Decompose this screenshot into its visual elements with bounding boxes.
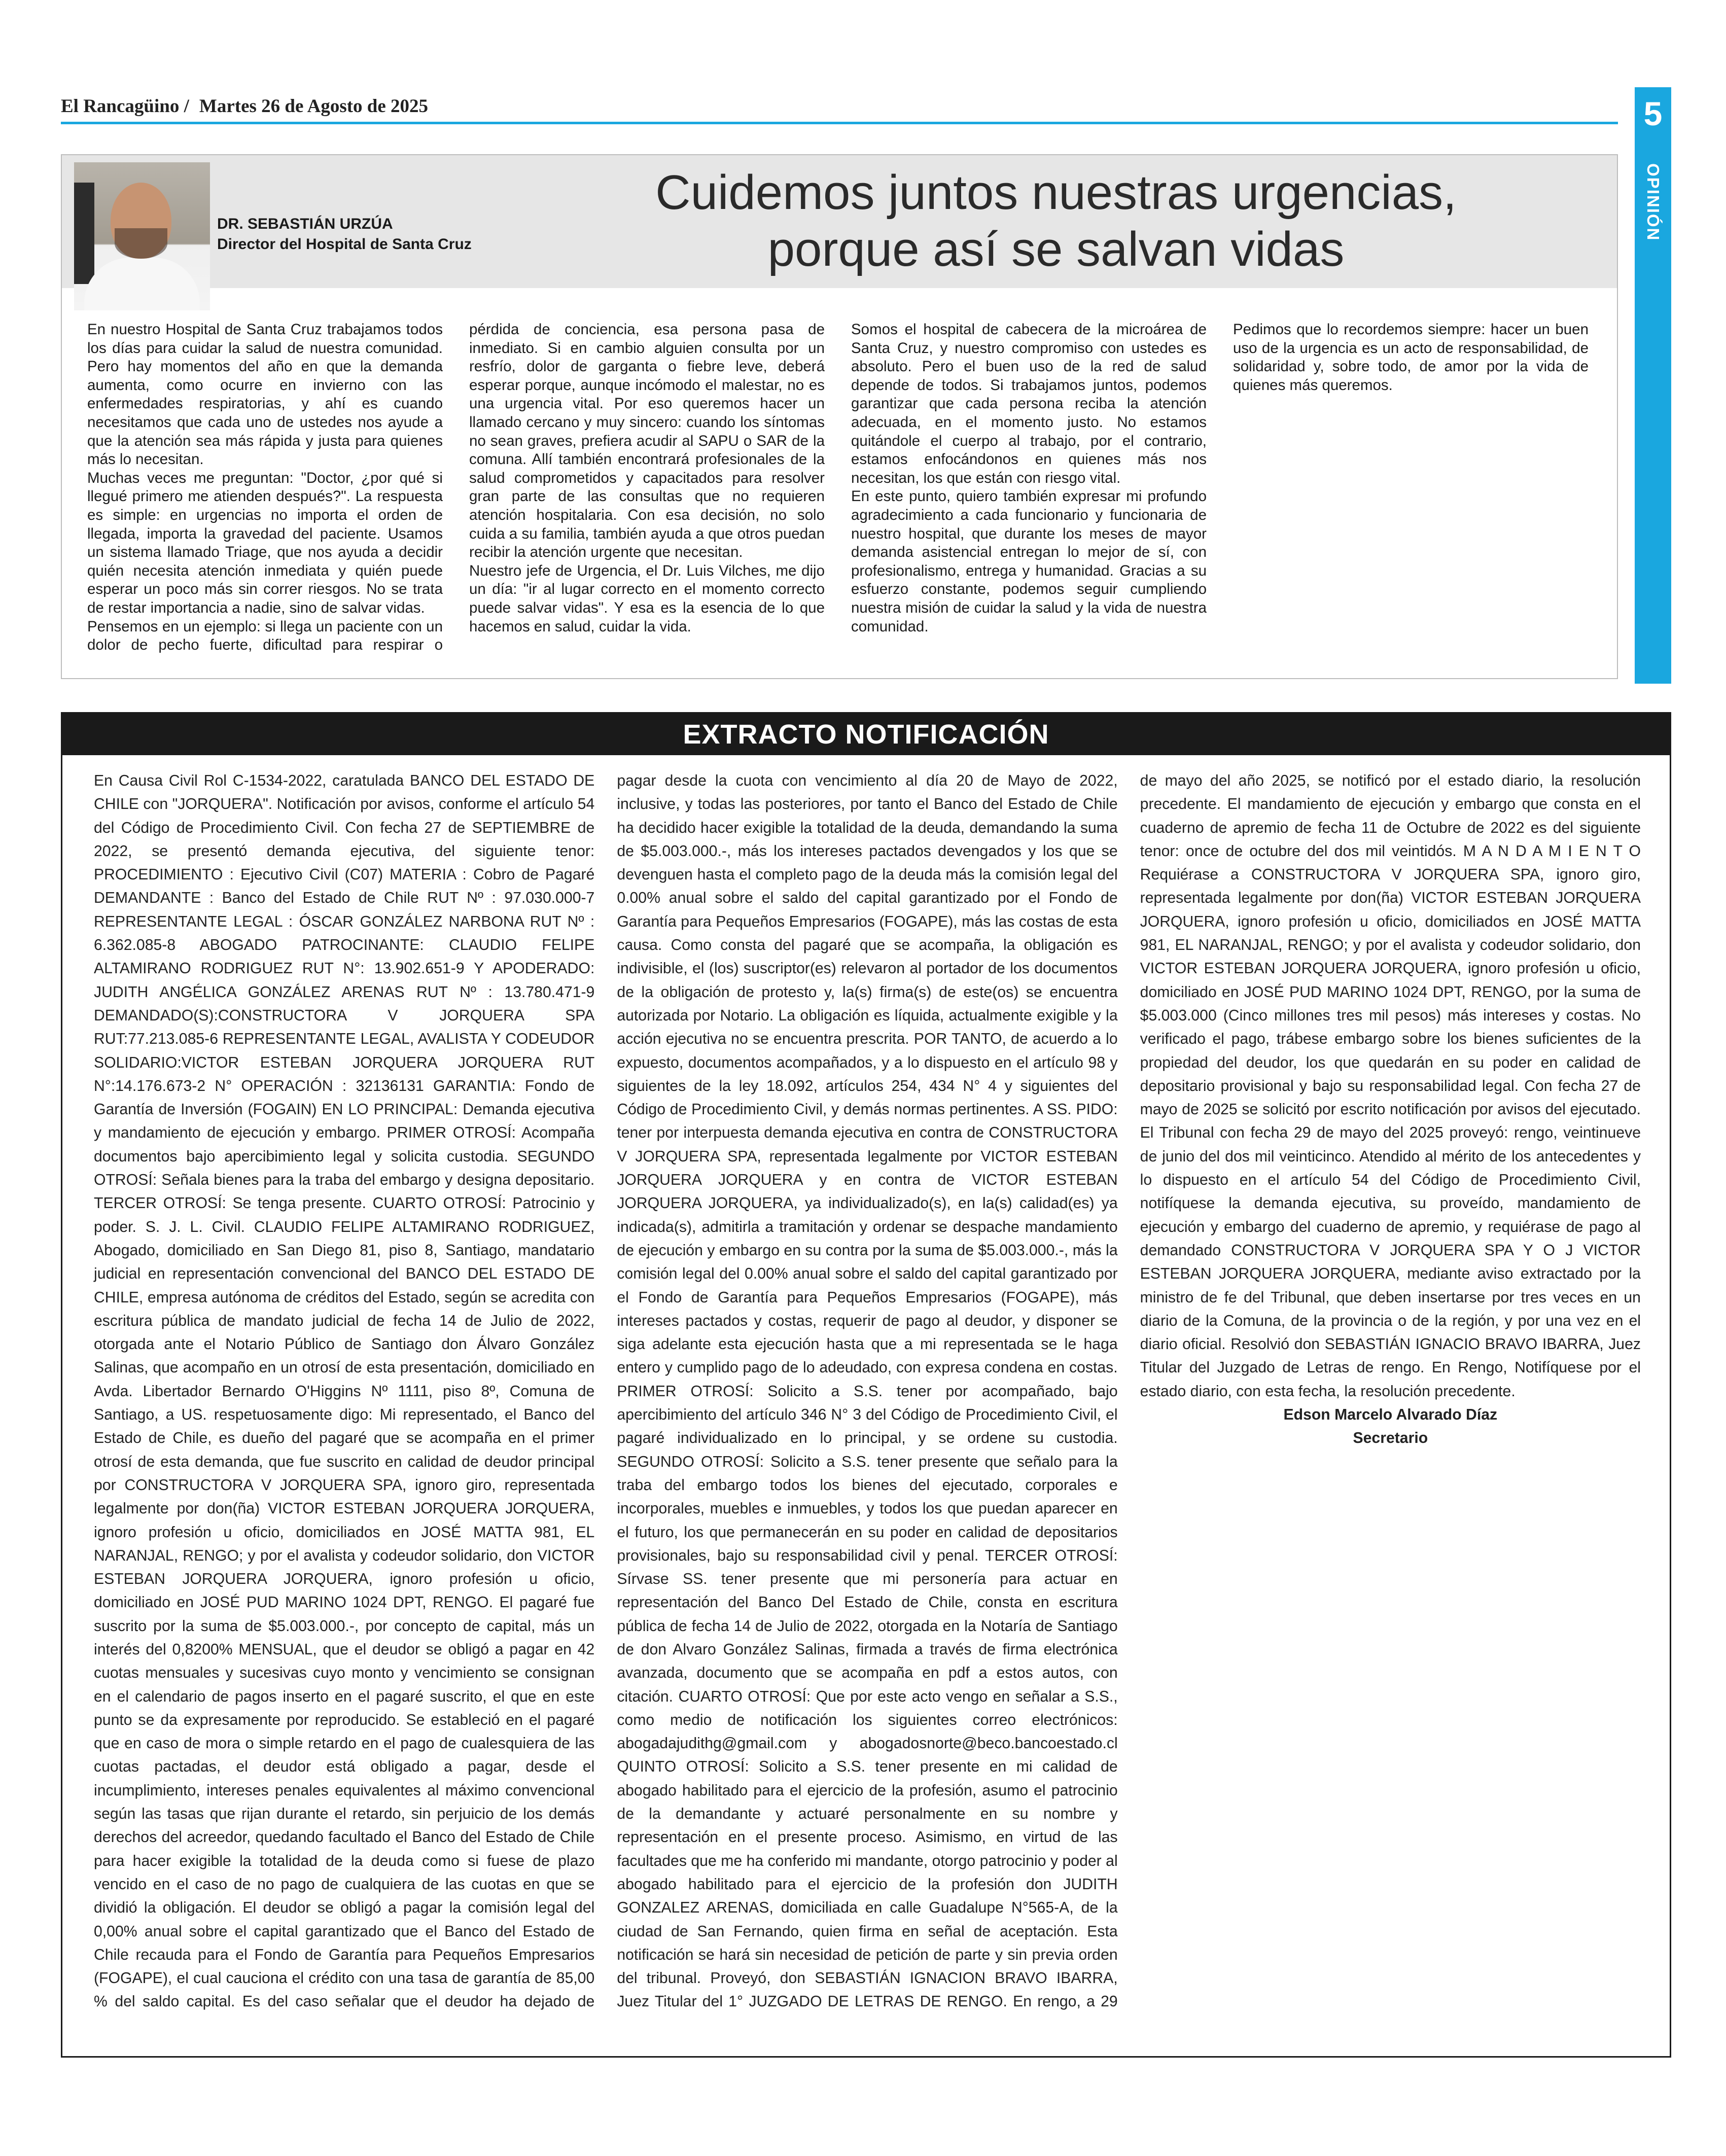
author-name: DR. SEBASTIÁN URZÚA <box>217 216 393 232</box>
photo-shirt <box>84 258 200 310</box>
author-role: Director del Hospital de Santa Cruz <box>217 236 472 253</box>
article-paragraph: Pedimos que lo recordemos siempre: hacer un buen uso de la urgencia es un acto de responsabilidad, de solidaridad y, sobre todo, de amor por la vida de quienes más queremos. <box>1233 321 1589 394</box>
article-title-line2: porque así se salvan vidas <box>767 222 1345 276</box>
notice-body <box>94 769 1641 2027</box>
section-label <box>1635 153 1671 305</box>
opinion-article <box>61 154 1618 679</box>
article-paragraph: Nuestro jefe de Urgencia, el Dr. Luis Vilches, me dijo un día: "ir al lugar correcto en el momento correcto puede salvar vidas". Y esa es la esencia de lo que hacemos en salud, cuidar la vida. <box>469 562 825 635</box>
author-photo <box>74 162 210 310</box>
masthead-rule <box>61 122 1618 124</box>
masthead <box>61 95 1618 121</box>
opinion-header <box>62 155 1617 288</box>
article-paragraph: En nuestro Hospital de Santa Cruz trabajamos todos los días para cuidar la salud de nuestra comunidad. Pero hay momentos del año en que la demanda aumenta, como ocurre en invierno con las enfermedades respiratorias, y ahí es cuando necesitamos que cada uno de ustedes nos ayude a que la atención sea más rápida y justa para quienes más lo necesitan. <box>87 321 443 468</box>
author-byline <box>217 214 472 255</box>
legal-notice <box>61 712 1671 2058</box>
photo-chair <box>74 183 94 284</box>
signature-role: Secretario <box>1353 1430 1428 1447</box>
article-paragraph: Muchas veces me preguntan: "Doctor, ¿por qué si llegué primero me atienden después?". La respuesta es simple: en urgencias no importa el orden de llegada, importa la gravedad del paciente. Usamos un sistema llamado Triage, que nos ayuda a decidir quién necesita atención inmediata y quién puede esperar un poco más sin correr riesgos. No se trata de restar importancia a nadie, sino de salvar vidas. <box>87 469 443 616</box>
notice-heading: EXTRACTO NOTIFICACIÓN <box>62 714 1670 755</box>
article-paragraph: Pensemos en un ejemplo: si llega un paciente con un dolor de pecho fuerte, dificultad para respirar o pérdida de conciencia, esa persona pasa de inmediato. Si en cambio alguien consulta por un resfrío, dolor de garganta o fiebre leve, deberá esperar porque, aunque incómodo el malestar, no es una urgencia vital. Por eso queremos hacer un llamado cercano y muy sincero: cuando los síntomas no sean graves, prefiera acudir al SAPU o SAR de la comuna. Allí también encontrará profesionales de la salud comprometidos y capacitados para resolver gran parte de las consultas que no requieren atención hospitalaria. Con esa decisión, no solo cuida a su familia, también ayuda a que otros puedan recibir la atención urgente que necesitan. <box>87 321 825 654</box>
article-body <box>87 321 1589 670</box>
section-sidebar <box>1635 87 1671 684</box>
article-paragraph: En este punto, quiero también expresar mi profundo agradecimiento a cada funcionario y funcionaria de nuestro hospital, que durante los meses de mayor demanda asistencial entregan lo mejor de sí, con profesionalismo, entrega y humanidad. Gracias a su esfuerzo constante, podemos seguir cumpliendo nuestra misión de cuidar la salud y la vida de nuestra comunidad. <box>851 488 1207 635</box>
article-title <box>589 164 1523 278</box>
section-label-text: OPINIÓN <box>1644 163 1663 241</box>
masthead-date: Martes 26 de Agosto de 2025 <box>199 96 429 117</box>
masthead-paper: El Rancagüino / <box>61 96 189 117</box>
signature-name: Edson Marcelo Alvarado Díaz <box>1283 1406 1498 1424</box>
notice-text: En Causa Civil Rol C-1534-2022, caratulada BANCO DEL ESTADO DE CHILE con "JORQUERA". Notificación por avisos, conforme el artículo 54 del Código de Procedimiento Civil. Con fecha 27 de SEPTIEMBRE de 2022, se presentó demanda ejecutiva, del siguiente tenor: PROCEDIMIENTO : Ejecutivo Civil (C07) MATERIA : Cobro de Pagaré DEMANDANTE : Banco del Estado de Chile RUT Nº : 97.030.000-7 REPRESENTANTE LEGAL : ÓSCAR GONZÁLEZ NARBONA RUT Nº : 6.362.085-8 ABOGADO PATROCINANTE: CLAUDIO FELIPE ALTAMIRANO RODRIGUEZ RUT N°: 13.902.651-9 Y APODERADO: JUDITH ANGÉLICA GONZÁLEZ ARENAS RUT Nº : 13.780.471-9 DEMANDADO(S):CONSTRUCTORA V JORQUERA SPA RUT:77.213.085-6 REPRESENTANTE LEGAL, AVALISTA Y CODEUDOR SOLIDARIO:VICTOR ESTEBAN JORQUERA JORQUERA RUT N°:14.176.673-2 N° OPERACIÓN : 32136131 GARANTIA: Fondo de Garantía de Inversión (FOGAIN) EN LO PRINCIPAL: Demanda ejecutiva y mandamiento de ejecución y embargo. PRIMER OTROSÍ: Acompaña documentos bajo apercibimiento legal y solicita custodia. SEGUNDO OTROSÍ: Señala bienes para la traba del embargo y designa depositario. TERCER OTROSÍ: Se tenga presente. CUARTO OTROSÍ: Patrocinio y poder. S. J. L. Civil. CLAUDIO FELIPE ALTAMIRANO RODRIGUEZ, Abogado, domiciliado en San Diego 81, piso 8, Santiago, mandatario judicial en representación convencional del BANCO DEL ESTADO DE CHILE, empresa autónoma de créditos del Estado, según se acredita con escritura pública de mandato judicial de fecha 14 de Julio de 2022, otorgada ante el Notario Público de Santiago don Álvaro González Salinas, que acompaño en un otrosí de esta presentación, domiciliado en Avda. Libertador Bernardo O'Higgins Nº 1111, piso 8º, Comuna de Santiago, a US. respetuosamente digo: Mi representado, el Banco del Estado de Chile, es dueño del pagaré que se acompaña en el primer otrosí de esta demanda, que fue suscrito en calidad de deudor principal por CONSTRUCTORA V JORQUERA SPA, ignoro giro, representada legalmente por don(ña) VICTOR ESTEBAN JORQUERA JORQUERA, ignoro profesión u oficio, domiciliados en JOSÉ MATTA 981, EL NARANJAL, RENGO; y por el avalista y codeudor solidario, don VICTOR ESTEBAN JORQUERA JORQUERA, ignoro profesión u oficio, domiciliado en JOSÉ PUD MARINO 1024 DPT, RENGO. El pagaré fue suscrito por la suma de $5.003.000.-, por concepto de capital, más un interés del 0,8200% MENSUAL, que el deudor se obligó a pagar en 42 cuotas mensuales y sucesivas cuyo monto y vencimiento se consignan en el calendario de pagos inserto en el pagaré suscrito, el que en este punto se da expresamente por reproducido. Se estableció en el pagaré que en caso de mora o simple retardo en el pago de cualesquiera de las cuotas pactadas, el deudor está obligado a pagar, desde el incumplimiento, intereses penales equivalentes al máximo convencional según las tasas que rijan durante el retardo, sin perjuicio de los demás derechos del acreedor, quedando facultado el Banco del Estado de Chile para hacer exigible la totalidad de la deuda como si fuese de plazo vencido en el caso de no pago de cualquiera de las cuotas en que se dividió la obligación. El deudor se obligó a pagar la comisión legal del 0,00% anual sobre el capital garantizado que el Banco del Estado de Chile recauda para el Fondo de Garantía para Pequeños Empresarios (FOGAPE), el cual cauciona el crédito con una tasa de garantía de 85,00 % del saldo capital. Es del caso señalar que el deudor ha dejado de pagar desde la cuota con vencimiento al día 20 de Mayo de 2022, inclusive, y todas las posteriores, por tanto el Banco del Estado de Chile ha decidido hacer exigible la totalidad de la deuda, demandando la suma de $5.003.000.-, más los intereses pactados devengados y los que se devenguen hasta el completo pago de la deuda más la comisión legal del 0.00% anual sobre el saldo del capital garantizado por el Fondo de Garantía para Pequeños Empresarios (FOGAPE), más las costas de esta causa. Como consta del pagaré que se acompaña, la obligación es indivisible, el (los) suscriptor(es) relevaron al portador de los documentos de la obligación de protesto y, la(s) firma(s) de este(os) se encuentra autorizada por Notario. La obligación es líquida, actualmente exigible y la acción ejecutiva no se encuentra prescrita. POR TANTO, de acuerdo a lo expuesto, documentos acompañados, y a lo dispuesto en el artículo 98 y siguientes de la ley 18.092, artículos 254, 434 N° 4 y siguientes del Código de Procedimiento Civil, y demás normas pertinentes. A SS. PIDO: tener por interpuesta demanda ejecutiva en contra de CONSTRUCTORA V JORQUERA SPA, representada legalmente por VICTOR ESTEBAN JORQUERA JORQUERA y en contra de VICTOR ESTEBAN JORQUERA JORQUERA, ya individualizado(s), en la(s) calidad(es) ya indicada(s), admitirla a tramitación y ordenar se despache mandamiento de ejecución y embargo en su contra por la suma de $5.003.000.-, más la comisión legal del 0.00% anual sobre el saldo del capital garantizado por el Fondo de Garantía para Pequeños Empresarios (FOGAPE), más intereses pactados y costas, requerir de pago al deudor, y disponer se siga adelante esta ejecución hasta que a mi representada se le haga entero y cumplido pago de lo adeudado, con expresa condena en costas. PRIMER OTROSÍ: Solicito a S.S. tener por acompañado, bajo apercibimiento del artículo 346 N° 3 del Código de Procedimiento Civil, el pagaré individualizado en lo principal, y se ordene su custodia. SEGUNDO OTROSÍ: Solicito a S.S. tener presente que señalo para la traba del embargo todos los bienes del ejecutado, corporales e incorporales, muebles e inmuebles, y todos los que puedan aparecer en el futuro, los que permanecerán en su poder en calidad de depositarios provisionales, bajo su responsabilidad civil y penal. TERCER OTROSÍ: Sírvase SS. tener presente que mi personería para actuar en representación del Banco Del Estado de Chile, consta en escritura pública de fecha 14 de Julio de 2022, otorgada en la Notaría de Santiago de don Alvaro González Salinas, firmada a través de firma electrónica avanzada, documento que se acompaña en pdf a estos autos, con citación. CUARTO OTROSÍ: Que por este acto vengo en señalar a S.S., como medio de notificación los siguientes correo electrónicos: abogadajudithg@gmail.com y abogadosnorte@beco.bancoestado.cl QUINTO OTROSÍ: Solicito a S.S. tener presente en mi calidad de abogado habilitado para el ejercicio de la profesión, asumo el patrocinio de la demandante y actuaré personalmente en su nombre y representación en el presente proceso. Asimismo, en virtud de las facultades que me ha conferido mi mandante, otorgo patrocinio y poder al abogado habilitado para el ejercicio de la profesión don JUDITH GONZALEZ ARENAS, domiciliada en calle Guadalupe N°565-A, de la ciudad de San Fernando, quien firma en señal de aceptación. Esta notificación se hará sin necesidad de petición de parte y sin previa orden del tribunal. Proveyó, don SEBASTIÁN IGNACION BRAVO IBARRA, Juez Titular del 1° JUZGADO DE LETRAS DE RENGO. En rengo, a 29 de mayo del año 2025, se notificó por el estado diario, la resolución precedente. El mandamiento de ejecución y embargo que consta en el cuaderno de apremio de fecha 11 de Octubre de 2022 es del siguiente tenor: once de octubre del dos mil veintidós. M A N D A M I E N T O Requiérase a CONSTRUCTORA V JORQUERA SPA, ignoro giro, representada legalmente por don(ña) VICTOR ESTEBAN JORQUERA JORQUERA, ignoro profesión u oficio, domiciliados en JOSÉ MATTA 981, EL NARANJAL, RENGO; y por el avalista y codeudor solidario, don VICTOR ESTEBAN JORQUERA JORQUERA, ignoro profesión u oficio, domiciliado en JOSÉ PUD MARINO 1024 DPT, RENGO, por la suma de $5.003.000 (Cinco millones tres mil pesos) más intereses y costas. No verificado el pago, trábese embargo sobre los bienes suficientes de la propiedad del deudor, los que quedarán en su poder en calidad de depositario provisional y bajo su responsabilidad legal. Con fecha 27 de mayo de 2025 se solicitó por escrito notificación por avisos del ejecutado. El Tribunal con fecha 29 de mayo del 2025 proveyó: rengo, veintinueve de junio del dos mil veinticinco. Atendido al mérito de los antecedentes y lo dispuesto en el artículo 54 del Código de Procedimiento Civil, notifíquese la demanda ejecutiva, su proveído, mandamiento de ejecución y embargo del cuaderno de apremio, y requiérase de pago al demandado CONSTRUCTORA V JORQUERA SPA Y O J VICTOR ESTEBAN JORQUERA JORQUERA, mediante aviso extractado por la ministro de fe del Tribunal, que deben insertarse por tres veces en un diario de la Comuna, de la provincia o de la región, y por una vez en el diario oficial. Resolvió don SEBASTIÁN IGNACIO BRAVO IBARRA, Juez Titular del Juzgado de Letras de rengo. En Rengo, Notifíquese por el estado diario, con esta fecha, la resolución precedente. <box>94 772 1641 2010</box>
article-title-line1: Cuidemos juntos nuestras urgencias, <box>655 165 1457 220</box>
page-number: 5 <box>1643 95 1663 132</box>
article-paragraph: Somos el hospital de cabecera de la microárea de Santa Cruz, y nuestro compromiso con ustedes es absoluto. Pero el buen uso de la red de salud depende de todos. Si trabajamos juntos, podemos garantizar que cada persona reciba la atención adecuada, en el momento justo. No estamos quitándole el cuerpo al trabajo, por el contrario, estamos enfocándonos en quienes más nos necesitan, los que están con riesgo vital. <box>851 321 1207 486</box>
photo-beard <box>115 228 167 259</box>
